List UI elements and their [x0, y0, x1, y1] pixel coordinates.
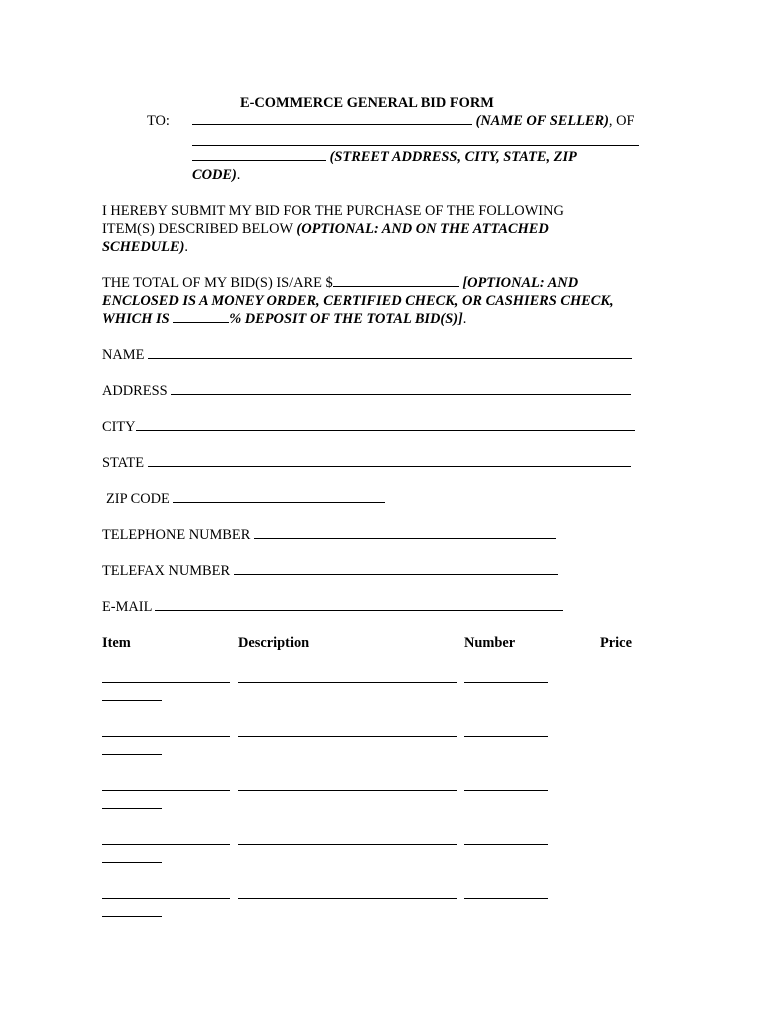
- submit-optional-1: (OPTIONAL: AND ON THE ATTACHED: [296, 221, 549, 237]
- total-optional-1: [OPTIONAL: AND: [462, 275, 579, 291]
- header-number: Number: [464, 635, 516, 651]
- item-blank[interactable]: [102, 844, 230, 845]
- header-price: Price: [600, 635, 632, 651]
- submit-optional-2: SCHEDULE): [102, 239, 185, 255]
- telefax-label: TELEFAX NUMBER: [102, 563, 231, 579]
- total-text: THE TOTAL OF MY BID(S) IS/ARE $: [102, 275, 333, 291]
- city-label: CITY: [102, 419, 136, 435]
- period: .: [236, 167, 241, 183]
- seller-name-label: (NAME OF SELLER): [475, 113, 609, 129]
- name-field[interactable]: [148, 346, 632, 359]
- name-label: NAME: [102, 347, 145, 363]
- description-blank[interactable]: [238, 736, 457, 737]
- item-blank[interactable]: [102, 898, 230, 899]
- period: .: [184, 239, 188, 255]
- description-blank[interactable]: [238, 682, 457, 683]
- total-optional-3b: % DEPOSIT OF THE TOTAL BID(S)]: [229, 311, 463, 327]
- street-address-blank[interactable]: [192, 148, 326, 161]
- description-blank[interactable]: [238, 898, 457, 899]
- submit-line-1: I HEREBY SUBMIT MY BID FOR THE PURCHASE OF THE FOLLOWING: [102, 203, 564, 219]
- total-amount-blank[interactable]: [333, 274, 459, 287]
- zip-field[interactable]: [173, 490, 385, 503]
- description-blank[interactable]: [238, 790, 457, 791]
- number-blank[interactable]: [464, 682, 548, 683]
- total-optional-3a: WHICH IS: [102, 311, 174, 327]
- item-blank[interactable]: [102, 736, 230, 737]
- price-blank[interactable]: [102, 754, 162, 755]
- email-label: E-MAIL: [102, 599, 152, 615]
- price-blank[interactable]: [102, 916, 162, 917]
- zip-label: ZIP CODE: [106, 491, 170, 507]
- price-blank[interactable]: [102, 700, 162, 701]
- email-field[interactable]: [155, 598, 563, 611]
- item-blank[interactable]: [102, 790, 230, 791]
- total-optional-2: ENCLOSED IS A MONEY ORDER, CERTIFIED CHECK, OR CASHIERS CHECK,: [102, 293, 614, 309]
- number-blank[interactable]: [464, 898, 548, 899]
- header-description: Description: [238, 635, 310, 651]
- submit-line-2: ITEM(S) DESCRIBED BELOW: [102, 221, 297, 237]
- form-title: E-COMMERCE GENERAL BID FORM: [240, 95, 494, 111]
- telefax-field[interactable]: [234, 562, 558, 575]
- price-blank[interactable]: [102, 808, 162, 809]
- code-label: CODE): [192, 167, 237, 183]
- to-label: TO:: [147, 113, 170, 129]
- telephone-field[interactable]: [254, 526, 556, 539]
- of-text: , OF: [608, 113, 635, 129]
- address-label: ADDRESS: [102, 383, 168, 399]
- telephone-label: TELEPHONE NUMBER: [102, 527, 251, 543]
- street-address-label: (STREET ADDRESS, CITY, STATE, ZIP: [329, 149, 577, 165]
- price-blank[interactable]: [102, 862, 162, 863]
- deposit-percent-blank[interactable]: [173, 310, 229, 323]
- state-field[interactable]: [148, 454, 631, 467]
- number-blank[interactable]: [464, 790, 548, 791]
- header-item: Item: [102, 635, 131, 651]
- address-field[interactable]: [171, 382, 631, 395]
- seller-address-blank[interactable]: [192, 145, 639, 146]
- number-blank[interactable]: [464, 736, 548, 737]
- city-field[interactable]: [136, 418, 635, 431]
- seller-name-blank[interactable]: [192, 112, 472, 125]
- item-blank[interactable]: [102, 682, 230, 683]
- description-blank[interactable]: [238, 844, 457, 845]
- period: .: [462, 311, 467, 327]
- number-blank[interactable]: [464, 844, 548, 845]
- state-label: STATE: [102, 455, 145, 471]
